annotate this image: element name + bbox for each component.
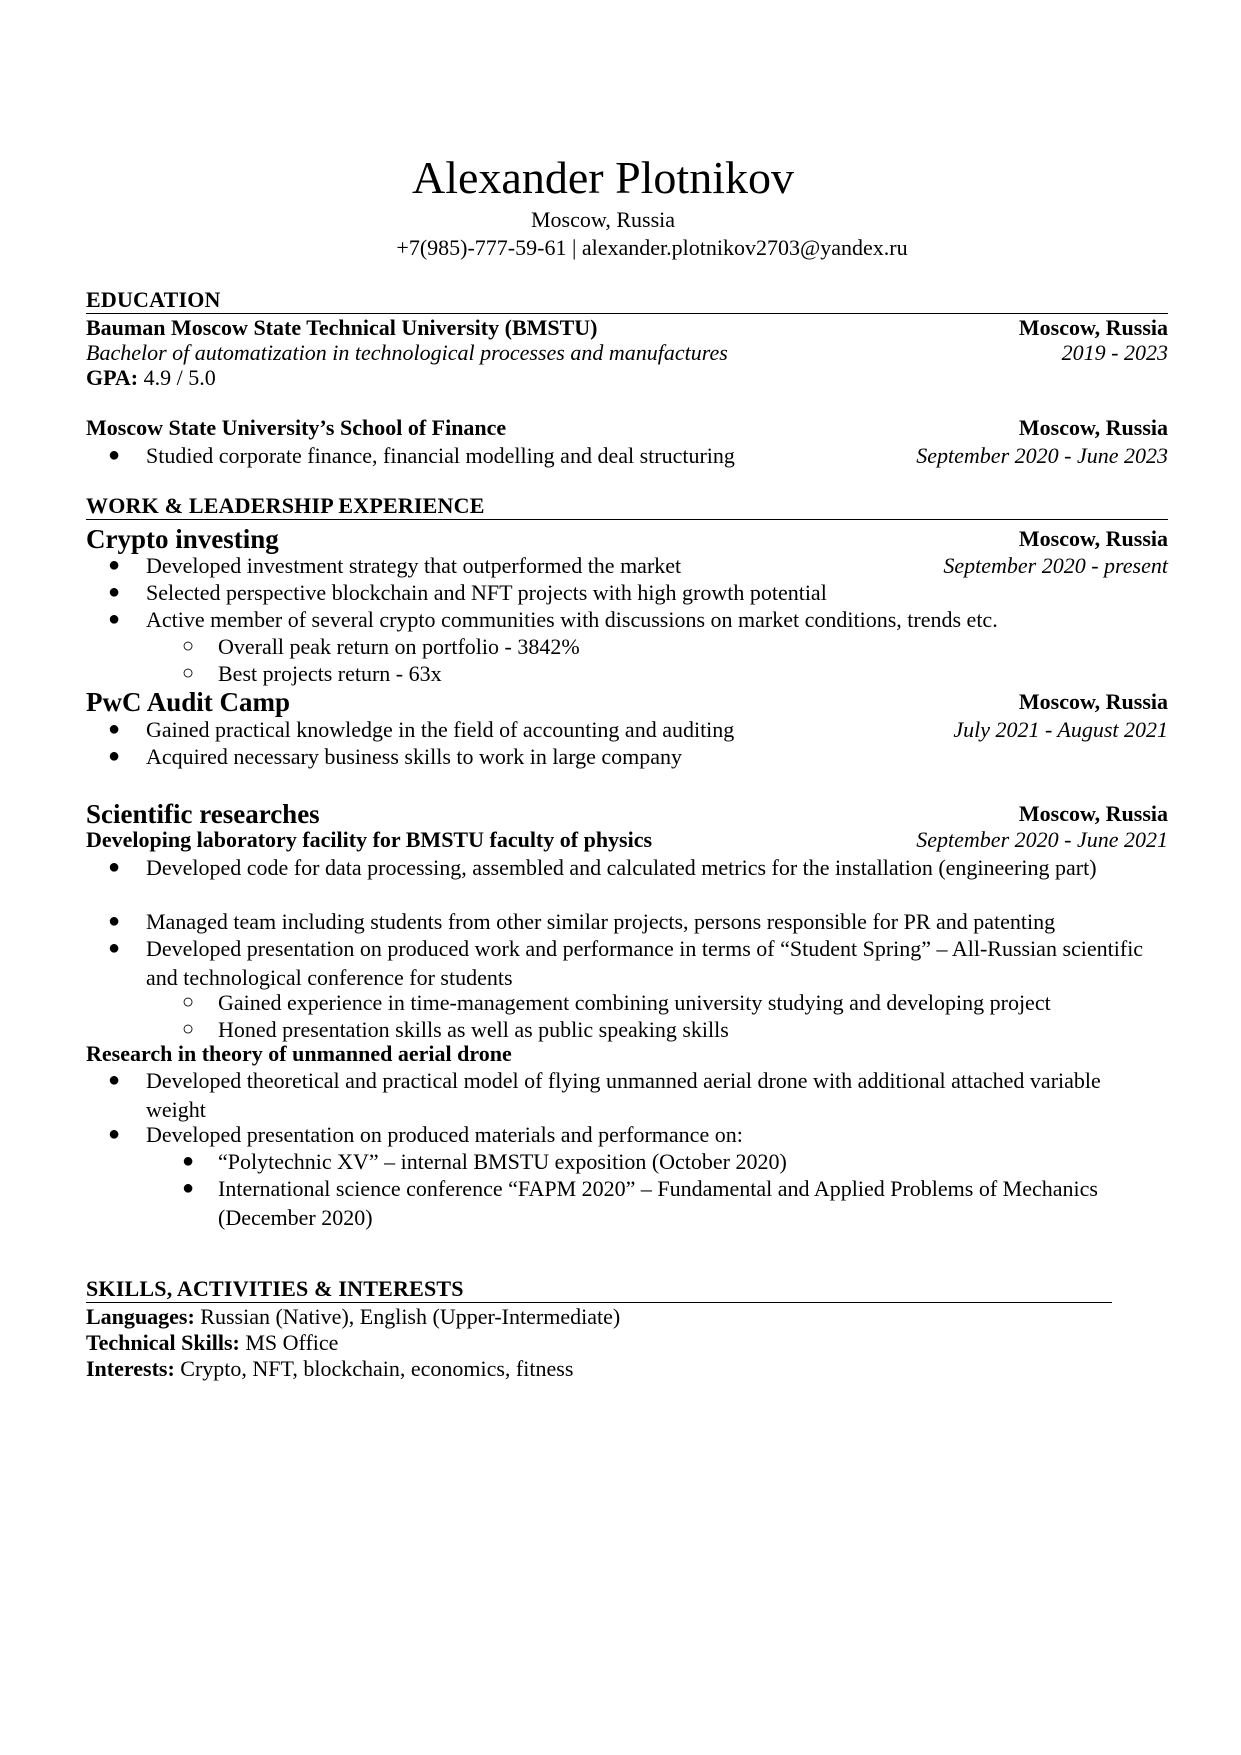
pwc-bullet: Acquired necessary business skills to work in large company bbox=[146, 744, 683, 769]
circle-bullet-icon: ○ bbox=[182, 991, 195, 1013]
project1-row bbox=[86, 826, 1168, 854]
research-location: Moscow, Russia bbox=[1018, 801, 1168, 826]
msu-dates: September 2020 - June 2023 bbox=[916, 443, 1168, 468]
crypto-dates: September 2020 - present bbox=[943, 553, 1168, 578]
bullet-icon: ● bbox=[108, 1123, 121, 1145]
crypto-bullet: Developed investment strategy that outperformed the market bbox=[146, 553, 682, 578]
project2-subbullet: “Polytechnic XV” – internal BMSTU exposition (October 2020) bbox=[218, 1149, 787, 1174]
languages-value: Russian (Native), English (Upper-Intermediate) bbox=[194, 1304, 621, 1329]
bmstu-degree-row bbox=[86, 339, 1168, 367]
project1-subbullet: Gained experience in time-management combining university studying and developing project bbox=[218, 990, 1051, 1015]
project1-bullet: Developed code for data processing, assembled and calculated metrics for the installation (engineering part) bbox=[146, 855, 1097, 880]
bullet-icon: ● bbox=[108, 856, 121, 878]
bullet-icon: ● bbox=[182, 1177, 195, 1199]
crypto-bullet: Active member of several crypto communities with discussions on market conditions, trends etc. bbox=[146, 607, 998, 632]
technical-value: MS Office bbox=[239, 1330, 339, 1355]
languages-row bbox=[86, 1303, 1168, 1331]
skills-heading: SKILLS, ACTIVITIES & INTERESTS bbox=[86, 1276, 464, 1301]
bmstu-degree: Bachelor of automatization in technological processes and manufactures bbox=[86, 340, 728, 365]
education-heading: EDUCATION bbox=[86, 287, 221, 312]
candidate-name: Alexander Plotnikov bbox=[412, 152, 794, 203]
bmstu-school: Bauman Moscow State Technical University (BMSTU) bbox=[86, 315, 598, 340]
circle-bullet-icon: ○ bbox=[182, 1018, 195, 1040]
circle-bullet-icon: ○ bbox=[182, 662, 195, 684]
bmstu-dates: 2019 - 2023 bbox=[1061, 340, 1168, 365]
project2-subbullet: International science conference “FAPM 2020” – Fundamental and Applied Problems of Mechanics (December 2020) bbox=[218, 1176, 1098, 1230]
msu-school: Moscow State University’s School of Finance bbox=[86, 415, 507, 440]
project2-title: Research in theory of unmanned aerial drone bbox=[86, 1041, 512, 1066]
circle-bullet-icon: ○ bbox=[182, 635, 195, 657]
pwc-row bbox=[86, 686, 1168, 718]
project1-bullet: Developed presentation on produced work and performance in terms of “Student Spring” – All-Russian scientific and technological conference for students bbox=[146, 936, 1144, 990]
interests-label: Interests: bbox=[86, 1356, 175, 1381]
technical-row bbox=[86, 1329, 1168, 1357]
bullet-icon: ● bbox=[108, 745, 121, 767]
languages-label: Languages: bbox=[86, 1304, 195, 1329]
project1-dates: September 2020 - June 2021 bbox=[916, 827, 1168, 852]
gpa-row bbox=[86, 364, 1168, 392]
bullet-icon: ● bbox=[108, 910, 121, 932]
msu-row bbox=[86, 414, 1168, 442]
bmstu-location: Moscow, Russia bbox=[1018, 315, 1168, 340]
crypto-subbullet: Best projects return - 63x bbox=[218, 661, 442, 686]
pwc-title: PwC Audit Camp bbox=[86, 687, 291, 717]
bullet-icon: ● bbox=[108, 581, 121, 603]
work-heading: WORK & LEADERSHIP EXPERIENCE bbox=[86, 493, 485, 518]
bullet-icon: ● bbox=[108, 554, 121, 576]
technical-label: Technical Skills: bbox=[86, 1330, 240, 1355]
candidate-location: Moscow, Russia bbox=[530, 207, 676, 232]
pwc-bullet: Gained practical knowledge in the field of accounting and auditing bbox=[146, 717, 735, 742]
pwc-location: Moscow, Russia bbox=[1018, 689, 1168, 714]
project1-subbullet: Honed presentation skills as well as public speaking skills bbox=[218, 1017, 729, 1042]
project2-row bbox=[86, 1040, 1168, 1068]
bullet-icon: ● bbox=[182, 1150, 195, 1172]
interests-row bbox=[86, 1355, 1168, 1383]
crypto-title: Crypto investing bbox=[86, 524, 279, 554]
project2-bullet: Developed theoretical and practical model of flying unmanned aerial drone with additional attached variable weight bbox=[146, 1068, 1101, 1122]
work-rule bbox=[86, 519, 1168, 520]
crypto-subbullet: Overall peak return on portfolio - 3842% bbox=[218, 634, 580, 659]
msu-location: Moscow, Russia bbox=[1018, 415, 1168, 440]
pwc-dates: July 2021 - August 2021 bbox=[953, 717, 1168, 742]
project1-title: Developing laboratory facility for BMSTU faculty of physics bbox=[86, 827, 653, 852]
candidate-contact: +7(985)-777-59-61 | alexander.plotnikov2703@yandex.ru bbox=[396, 235, 908, 260]
bullet-icon: ● bbox=[108, 937, 121, 959]
research-title: Scientific researches bbox=[86, 799, 320, 829]
gpa-label: GPA: bbox=[86, 365, 139, 390]
interests-value: Crypto, NFT, blockchain, economics, fitness bbox=[174, 1356, 574, 1381]
msu-bullet: Studied corporate finance, financial modelling and deal structuring bbox=[146, 443, 735, 468]
bullet-icon: ● bbox=[108, 718, 121, 740]
bullet-icon: ● bbox=[108, 608, 121, 630]
resume-header bbox=[86, 150, 1168, 262]
crypto-location: Moscow, Russia bbox=[1018, 526, 1168, 551]
gpa-value: 4.9 / 5.0 bbox=[138, 365, 216, 390]
project1-bullet: Managed team including students from other similar projects, persons responsible for PR and patenting bbox=[146, 909, 1056, 934]
bmstu-row bbox=[86, 314, 1168, 342]
bullet-icon: ● bbox=[108, 444, 121, 466]
bullet-icon: ● bbox=[108, 1069, 121, 1091]
crypto-bullet: Selected perspective blockchain and NFT projects with high growth potential bbox=[146, 580, 827, 605]
project2-bullet: Developed presentation on produced materials and performance on: bbox=[146, 1122, 743, 1147]
